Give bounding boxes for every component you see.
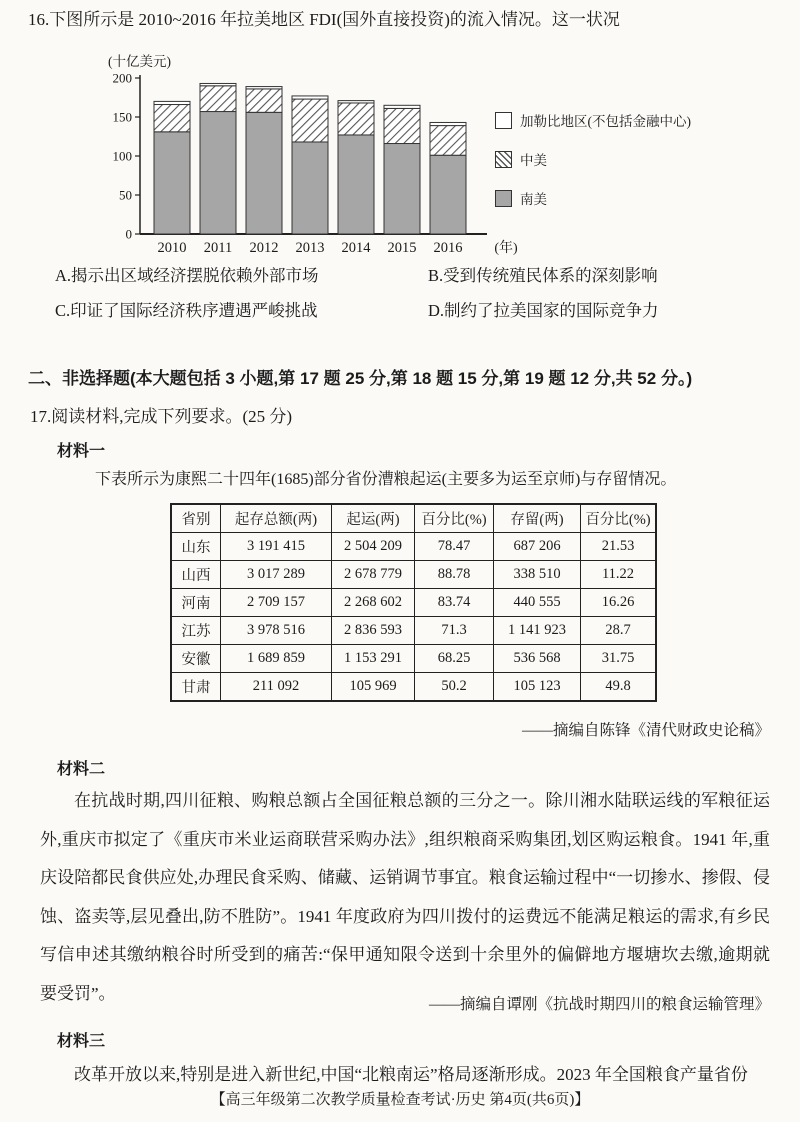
bar-segment xyxy=(292,96,328,99)
option-b: B.受到传统殖民体系的深刻影响 xyxy=(428,266,658,285)
legend-item-south-america xyxy=(495,188,775,208)
table-cell: 甘肃 xyxy=(171,673,221,702)
x-tick-label: 2015 xyxy=(387,240,417,256)
table-cell: 28.7 xyxy=(581,617,657,645)
bar-segment xyxy=(246,89,282,112)
page-footer: 【高三年级第二次教学质量检查考试·历史 第4页(共6页)】 xyxy=(210,1092,590,1108)
question-16-stem: 16.下图所示是 2010~2016 年拉美地区 FDI(国外直接投资)的流入情况。这一状况 xyxy=(28,10,620,29)
option-c: C.印证了国际经济秩序遭遇严峻挑战 xyxy=(55,301,318,320)
bar-segment xyxy=(200,83,236,85)
bar-segment xyxy=(384,108,420,143)
x-tick-label: 2013 xyxy=(295,240,325,256)
table-cell: 2 504 209 xyxy=(332,533,415,561)
legend-label-caribbean: 加勒比地区(不包括金融中心) xyxy=(520,114,691,129)
table-cell: 山东 xyxy=(171,533,221,561)
table-cell: 安徽 xyxy=(171,645,221,673)
grain-table-body xyxy=(171,533,656,702)
bar-segment xyxy=(154,132,190,234)
bar-segment xyxy=(430,155,466,234)
table-cell: 1 153 291 xyxy=(332,645,415,673)
question-17-stem: 17.阅读材料,完成下列要求。(25 分) xyxy=(30,407,293,426)
x-axis-unit-label: (年) xyxy=(494,241,518,256)
table-cell: 2 709 157 xyxy=(221,589,332,617)
table-cell: 16.26 xyxy=(581,589,657,617)
bar-segment xyxy=(154,105,190,132)
table-cell: 105 123 xyxy=(494,673,581,702)
table-cell: 71.3 xyxy=(415,617,494,645)
bar-segment xyxy=(292,142,328,234)
legend-item-caribbean xyxy=(495,110,775,130)
x-tick-label: 2010 xyxy=(157,240,187,256)
y-tick-label: 200 xyxy=(112,71,132,86)
table-cell: 江苏 xyxy=(171,617,221,645)
material-2-title: 材料二 xyxy=(57,761,106,778)
grain-table xyxy=(170,503,657,702)
table-cell: 山西 xyxy=(171,561,221,589)
table-cell: 3 017 289 xyxy=(221,561,332,589)
table-cell: 21.53 xyxy=(581,533,657,561)
bar-segment xyxy=(430,122,466,125)
bar-segment xyxy=(154,101,190,104)
chart-y-unit-label: (十亿美元) xyxy=(108,54,171,69)
table-cell: 536 568 xyxy=(494,645,581,673)
legend-item-central-america xyxy=(495,149,775,169)
material-2-source: ——摘编自谭刚《抗战时期四川的粮食运输管理》 xyxy=(428,996,770,1013)
bar-segment xyxy=(292,99,328,142)
table-row xyxy=(171,533,656,561)
legend-swatch-white-icon xyxy=(495,112,512,129)
y-tick-label: 150 xyxy=(112,109,132,125)
table-cell: 1 689 859 xyxy=(221,645,332,673)
table-cell: 49.8 xyxy=(581,673,657,702)
bar-segment xyxy=(338,103,374,135)
table-cell: 687 206 xyxy=(494,533,581,561)
table-cell: 88.78 xyxy=(415,561,494,589)
table-cell: 78.47 xyxy=(415,533,494,561)
material-3-title: 材料三 xyxy=(57,1033,106,1050)
y-tick-label: 50 xyxy=(119,187,132,203)
table-cell: 105 969 xyxy=(332,673,415,702)
bar-segment xyxy=(338,101,374,103)
table-cell: 68.25 xyxy=(415,645,494,673)
table-cell: 2 836 593 xyxy=(332,617,415,645)
table-header-cell: 百分比(%) xyxy=(581,504,657,533)
table-header-cell: 存留(两) xyxy=(494,504,581,533)
x-tick-label: 2014 xyxy=(341,240,371,256)
table-cell: 31.75 xyxy=(581,645,657,673)
legend-swatch-gray-icon xyxy=(495,190,512,207)
material-1-title: 材料一 xyxy=(57,443,106,460)
legend-label-central-america: 中美 xyxy=(520,153,547,168)
material-1-source: ——摘编自陈锋《清代财政史论稿》 xyxy=(521,722,770,739)
bar-segment xyxy=(200,112,236,234)
option-a: A.揭示出区域经济摆脱依赖外部市场 xyxy=(55,266,319,285)
table-header-cell: 起运(两) xyxy=(332,504,415,533)
table-row xyxy=(171,673,656,702)
table-cell: 11.22 xyxy=(581,561,657,589)
chart-legend xyxy=(495,110,775,227)
grain-table-head-row xyxy=(171,504,656,533)
x-tick-label: 2012 xyxy=(249,240,279,256)
table-cell: 50.2 xyxy=(415,673,494,702)
fdi-stacked-bar-chart xyxy=(102,71,534,263)
fdi-chart xyxy=(102,50,542,268)
material-3-text: 改革开放以来,特别是进入新世纪,中国“北粮南运”格局逐渐形成。2023 年全国粮食产量省份 xyxy=(74,1065,748,1084)
bar-segment xyxy=(384,105,420,108)
bar-segment xyxy=(200,86,236,112)
table-header-cell: 省别 xyxy=(171,504,221,533)
material-2-text: 在抗战时期,四川征粮、购粮总额占全国征粮总额的三分之一。除川湘水陆联运线的军粮征运外,重庆市拟定了《重庆市米业运商联营采购办法》,组织粮商采购集团,划区购运粮食。1941 年,重庆设陪都民食供应处,办理民食采购、储藏、运销调节事宜。粮食运输过程中“一切掺水、掺假、侵蚀、盗卖等,层见叠出,防不胜防”。1941 年度政府为四川拨付的运费远不能满足粮运的需求,有乡民写信申述其缴纳粮谷时所受到的痛苦:“保甲通知限令送到十余里外的偏僻地方堰塘坎去缴,逾期就要受罚”。 xyxy=(40,791,770,1003)
table-cell: 3 191 415 xyxy=(221,533,332,561)
x-tick-label: 2011 xyxy=(203,240,233,256)
y-tick-label: 100 xyxy=(112,148,132,164)
table-row xyxy=(171,645,656,673)
legend-label-south-america: 南美 xyxy=(520,192,547,207)
table-cell: 83.74 xyxy=(415,589,494,617)
material-1-intro: 下表所示为康熙二十四年(1685)部分省份漕粮起运(主要多为运至京师)与存留情况。 xyxy=(95,471,677,488)
table-cell: 3 978 516 xyxy=(221,617,332,645)
table-row xyxy=(171,561,656,589)
table-cell: 211 092 xyxy=(221,673,332,702)
bar-segment xyxy=(338,135,374,234)
table-cell: 440 555 xyxy=(494,589,581,617)
bar-segment xyxy=(384,144,420,234)
table-cell: 338 510 xyxy=(494,561,581,589)
x-tick-label: 2016 xyxy=(433,240,463,256)
table-cell: 河南 xyxy=(171,589,221,617)
bar-segment xyxy=(430,126,466,156)
section-2-header: 二、非选择题(本大题包括 3 小题,第 17 题 25 分,第 18 题 15 分,第 19 题 12 分,共 52 分。) xyxy=(28,369,693,388)
table-cell: 1 141 923 xyxy=(494,617,581,645)
table-header-cell: 起存总额(两) xyxy=(221,504,332,533)
bar-segment xyxy=(246,87,282,89)
table-header-cell: 百分比(%) xyxy=(415,504,494,533)
y-tick-label: 0 xyxy=(125,226,132,242)
table-row xyxy=(171,589,656,617)
table-cell: 2 268 602 xyxy=(332,589,415,617)
bar-segment xyxy=(246,112,282,234)
grain-table-container xyxy=(170,503,657,702)
legend-swatch-hatch-icon xyxy=(495,151,512,168)
option-d: D.制约了拉美国家的国际竞争力 xyxy=(428,301,659,320)
table-row xyxy=(171,617,656,645)
table-cell: 2 678 779 xyxy=(332,561,415,589)
